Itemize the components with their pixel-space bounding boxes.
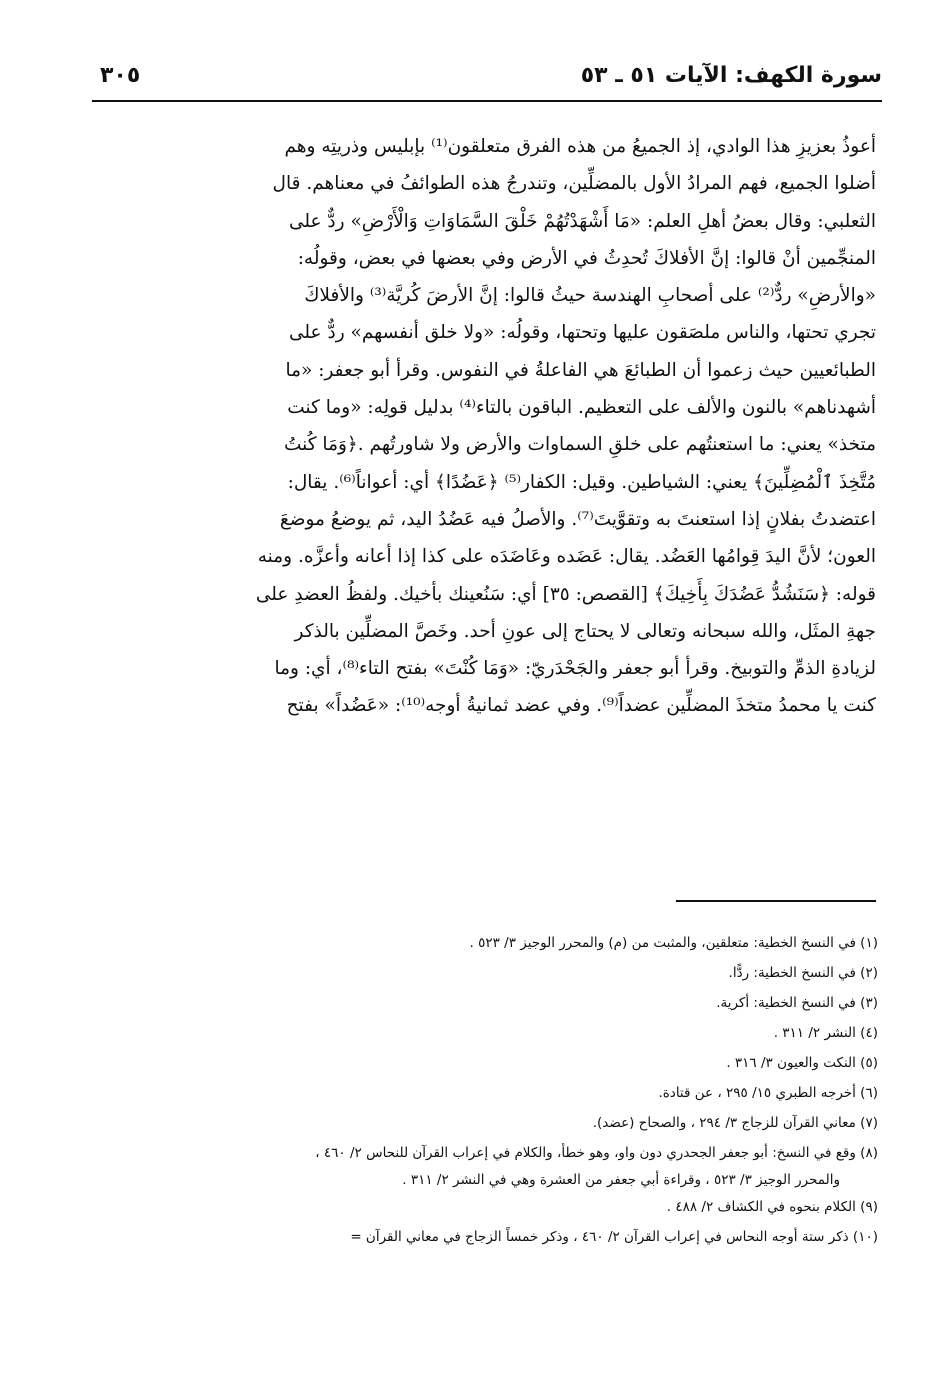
text-line: الطبائعيين حيث زعموا أن الطبائعَ هي الفاعلةُ في النفوس. وقرأ أبو جعفر: «ما <box>285 359 876 381</box>
text-line: لزيادةِ الذمِّ والتوبيخ. وقرأ أبو جعفر والجَحْدَريّ: «وَمَا كُنْتَ» بفتح التاء⁽⁸⁾، أي: وما <box>274 658 876 680</box>
text-line: العون؛ لأنَّ اليدَ قِوامُها العَضُد. يقال: عَضَده وعَاضَدَه على كذا إذا أعانه وأعزَّه. ومنه <box>257 546 876 568</box>
text-line: أعوذُ بعزيزِ هذا الوادي، إذ الجميعُ من هذه الفرق متعلقون⁽¹⁾ بإبليس وذريتِه وهم <box>284 136 876 157</box>
text-line: المنجِّمين أنْ قالوا: إنَّ الأفلاكَ تُحدِثُ في الأرض وفي بعضها في بعض، وقولُه: <box>297 247 876 269</box>
footnote-7: (٧) معاني القرآن للزجاج ٣/ ٢٩٤ ، والصحاح (عضد). <box>592 1115 878 1131</box>
footnote-5: (٥) النكت والعيون ٣/ ٣١٦ . <box>726 1055 878 1071</box>
text-line: متخذ» يعني: ما استعنتُهم على خلقِ السماوات والأرض ولا شاورتُهم .﴿وَمَا كُنتُ <box>284 434 876 456</box>
running-title: سورة الكهف: الآيات ٥١ ـ ٥٣ <box>580 63 882 88</box>
footnote-1: (١) في النسخ الخطية: متعلقين، والمثبت من (م) والمحرر الوجيز ٣/ ٥٢٣ . <box>469 935 878 951</box>
footnote-4: (٤) النشر ٢/ ٣١١ . <box>773 1025 878 1041</box>
text-line: اعتضدتُ بفلانٍ إذا استعنتَ به وتقوَّيتَ⁽⁷⁾. والأصلُ فيه عَضُدُ اليد، ثم يوضعُ موضعَ <box>279 508 876 530</box>
header-rule <box>92 100 882 102</box>
text-line: قوله: ﴿سَنَشُدُّ عَضُدَكَ بِأَخِيكَ﴾ [القصص: ٣٥] أي: سَنُعينك بأخيك. ولفظُ العضدِ على <box>255 583 876 605</box>
footnotes <box>98 928 878 1252</box>
footnote-separator <box>676 900 876 902</box>
text-line: «والأرضِ» ردٌّ⁽²⁾ على أصحابِ الهندسة حيثُ قالوا: إنَّ الأرضَ كُريَّة⁽³⁾ والأفلاكَ <box>304 285 876 307</box>
page-header <box>92 58 882 98</box>
text-line: أضلوا الجميع، فهم المرادُ الأول بالمضلِّين، وتندرجُ هذه الطوائفُ في معناهم. قال <box>272 173 876 195</box>
text-line: جهةِ المثَل، والله سبحانه وتعالى لا يحتاج إلى عونِ أحد. وخَصَّ المضلِّين بالذكر <box>294 620 876 642</box>
footnote-10: (١٠) ذكر ستة أوجه النحاس في إعراب القرآن ٢/ ٤٦٠ ، وذكر خمساً الزجاج في معاني القرآن = <box>350 1229 878 1245</box>
text-line: الثعلبي: وقال بعضُ أهلِ العلم: «مَا أَشْهَدْتُهُمْ خَلْقَ السَّمَاوَاتِ وَالْأَرْضِ» ردٌّ على <box>288 210 876 232</box>
footnote-3: (٣) في النسخ الخطية: أكرية. <box>716 995 878 1011</box>
footnote-9: (٩) الكلام بنحوه في الكشاف ٢/ ٤٨٨ . <box>666 1199 878 1215</box>
main-text <box>102 128 876 725</box>
footnote-8: (٨) وقع في النسخ: أبو جعفر الجحدري دون واو، وهو خطأ، والكلام في إعراب القرآن للنحاس ٢/ ٤٦٠ ، <box>315 1145 878 1161</box>
page-number: ٣٠٥ <box>100 63 141 88</box>
text-line: أشهدناهم» بالنون والألف على التعظيم. الباقون بالتاء⁽⁴⁾ بدليل قولِه: «وما كنت <box>287 397 876 419</box>
text-line: تجري تحتها، والناس ملصَقون عليها وتحتها، وقولُه: «ولا خلق أنفسهم» ردٌّ على <box>289 322 876 344</box>
footnote-2: (٢) في النسخ الخطية: ردًّا. <box>728 965 878 981</box>
footnote-8-continuation: والمحرر الوجيز ٣/ ٥٢٣ ، وقراءة أبي جعفر من العشرة وهي في النشر ٢/ ٣١١ . <box>402 1172 840 1188</box>
text-line: مُتَّخِذَ ٱلْمُضِلِّينَ﴾ يعني: الشياطين. وقيل: الكفار⁽⁵⁾ ﴿عَضُدًا﴾ أي: أعواناً⁽⁶⁾. يقال: <box>287 471 876 493</box>
text-line: كنت يا محمدُ متخذَ المضلِّين عضداً⁽⁹⁾. وفي عضد ثمانيةُ أوجه⁽¹⁰⁾: «عَضُداً» بفتح <box>286 695 876 717</box>
footnote-6: (٦) أخرجه الطبري ١٥/ ٢٩٥ ، عن قتادة. <box>658 1085 878 1101</box>
